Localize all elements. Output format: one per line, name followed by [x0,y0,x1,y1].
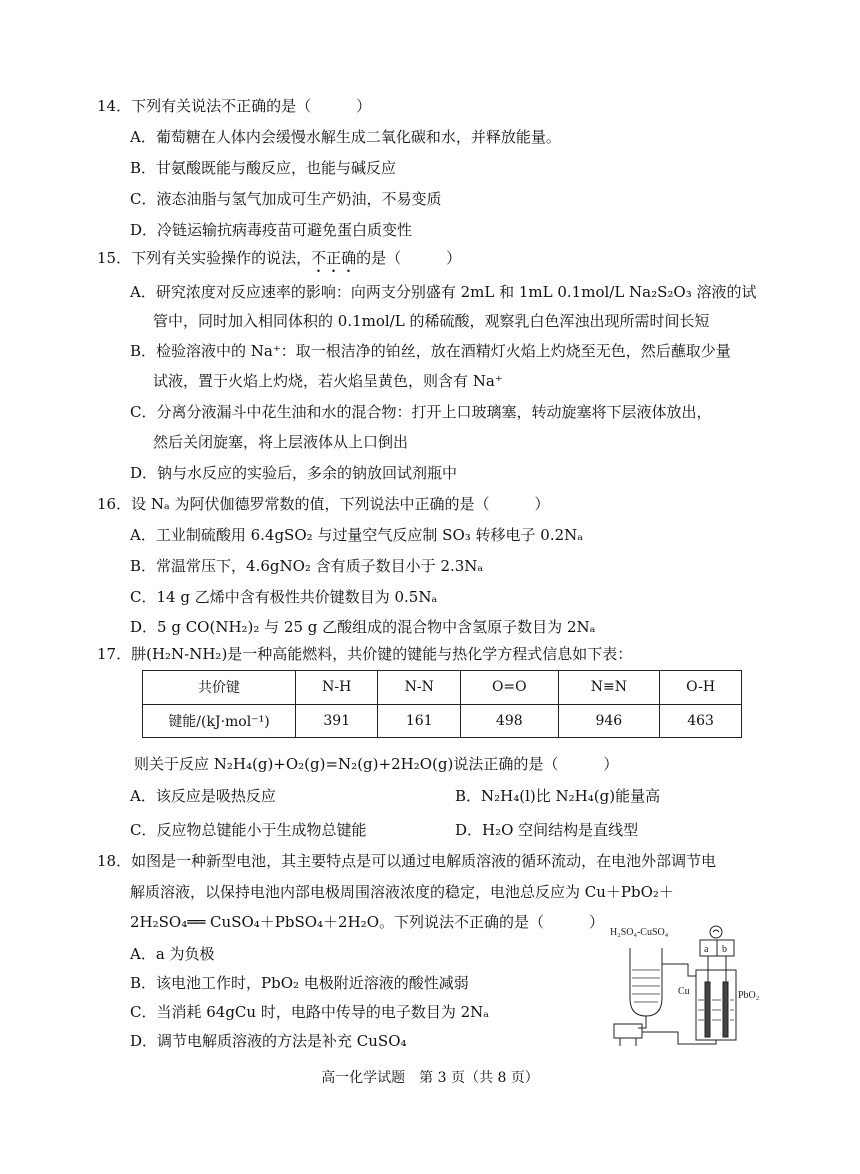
q18-option-b: B．该电池工作时，PbO₂ 电极附近溶液的酸性减弱 [130,974,469,992]
pump [614,1024,642,1038]
q15-option-b-line1: B．检验溶液中的 Na⁺：取一根洁净的铂丝，放在酒精灯火焰上灼烧至无色，然后蘸取少量 [130,342,731,360]
bulb-icon [710,926,722,938]
q17-option-a: A．该反应是吸热反应 [130,787,276,805]
q18-stem-line1: 18．如图是一种新型电池，其主要特点是可以通过电解质溶液的循环流动，在电池外部调节电 [97,852,717,870]
q15-option-c-line2: 然后关闭旋塞，将上层液体从上口倒出 [153,433,409,451]
battery-diagram [608,920,778,1055]
q15-option-a-line2: 管中，同时加入相同体积的 0.1mol/L 的稀硫酸，观察乳白色浑浊出现所需时间长短 [153,312,710,330]
cell-container [696,970,736,1040]
q16-stem: 16．设 Nₐ 为阿伏伽德罗常数的值，下列说法中正确的是（ ） [97,495,550,513]
table-cell: N-N [378,671,461,705]
q16-option-c: C．14 g 乙烯中含有极性共价键数目为 0.5Nₐ [130,588,438,606]
q14-option-d: D．冷链运输抗病毒疫苗可避免蛋白质变性 [130,221,413,239]
table-cell: 498 [461,704,558,738]
q16-option-a: A．工业制硫酸用 6.4gSO₂ 与过量空气反应制 SO₃ 转移电子 0.2Nₐ [130,526,584,544]
q16-option-b: B．常温常压下，4.6gNO₂ 含有质子数目小于 2.3Nₐ [130,557,484,575]
table-cell: N-H [296,671,378,705]
q15-option-a-line1: A．研究浓度对反应速率的影响：向两支分别盛有 2mL 和 1mL 0.1mol/L Na₂S₂O₃ 溶液的试 [130,283,757,301]
q15-stem: 15．下列有关实验操作的说法，不正确的是（ ） [97,249,462,267]
table-cell: 共价键 [143,671,296,705]
reservoir [630,948,662,1016]
cu-electrode [705,982,710,1037]
q18-option-d: D．调节电解质溶液的方法是补充 CuSO₄ [130,1032,407,1050]
q17-option-b: B．N₂H₄(l)比 N₂H₄(g)能量高 [455,787,661,805]
label-a: a [704,944,709,955]
q15-emphasis: 不正确 [311,249,357,267]
label-cu: Cu [678,986,690,997]
q18-stem-line2: 解质溶液，以保持电池内部电极周围溶液浓度的稳定，电池总反应为 Cu＋PbO₂＋ [130,883,674,901]
q18-stem-line3: 2H₂SO₄══ CuSO₄＋PbSO₄＋2H₂O。下列说法不正确的是（ ） [130,913,604,931]
table-row [143,671,742,705]
label-solution: H₂SO₄-CuSO₄ [610,927,669,938]
q18-option-c: C．当消耗 64gCu 时，电路中传导的电子数目为 2Nₐ [130,1003,490,1021]
q17-option-d: D．H₂O 空间结构是直线型 [455,821,639,839]
q15-option-b-line2: 试液，置于火焰上灼烧，若火焰呈黄色，则含有 Na⁺ [153,372,503,390]
q15-option-d: D．钠与水反应的实验后，多余的钠放回试剂瓶中 [130,464,458,482]
table-cell: N≡N [558,671,660,705]
table-cell: 463 [660,704,742,738]
page-footer: 高一化学试题 第 3 页（共 8 页） [321,1070,539,1086]
table-cell: 161 [378,704,461,738]
q14-option-b: B．甘氨酸既能与酸反应，也能与碱反应 [130,159,397,177]
table-row [143,704,742,738]
label-pbo2: PbO₂ [738,990,760,1001]
q17-question: 则关于反应 N₂H₄(g)+O₂(g)=N₂(g)+2H₂O(g)说法正确的是（ ） [134,755,619,773]
bond-energy-table [142,670,742,738]
q18-option-a: A．a 为负极 [130,945,215,963]
table-cell: O-H [660,671,742,705]
pbo2-electrode [723,982,728,1037]
q17-option-c: C．反应物总键能小于生成物总键能 [130,821,367,839]
table-cell: 946 [558,704,660,738]
q14-option-c: C．液态油脂与氢气加成可生产奶油，不易变质 [130,190,442,208]
table-cell: 键能/(kJ·mol⁻¹) [143,704,296,738]
table-cell: O=O [461,671,558,705]
q14-option-a: A．葡萄糖在人体内会缓慢水解生成二氧化碳和水，并释放能量。 [130,128,561,146]
q15-option-c-line1: C．分离分液漏斗中花生油和水的混合物：打开上口玻璃塞，转动旋塞将下层液体放出， [130,403,712,421]
q17-stem: 17．肼(H₂N-NH₂)是一种高能燃料，共价键的键能与热化学方程式信息如下表： [97,645,633,663]
q16-option-d: D．5 g CO(NH₂)₂ 与 25 g 乙酸组成的混合物中含氢原子数目为 2Nₐ [130,618,596,636]
label-b: b [722,944,727,955]
table-cell: 391 [296,704,378,738]
q14-stem: 14．下列有关说法不正确的是（ ） [97,97,372,115]
